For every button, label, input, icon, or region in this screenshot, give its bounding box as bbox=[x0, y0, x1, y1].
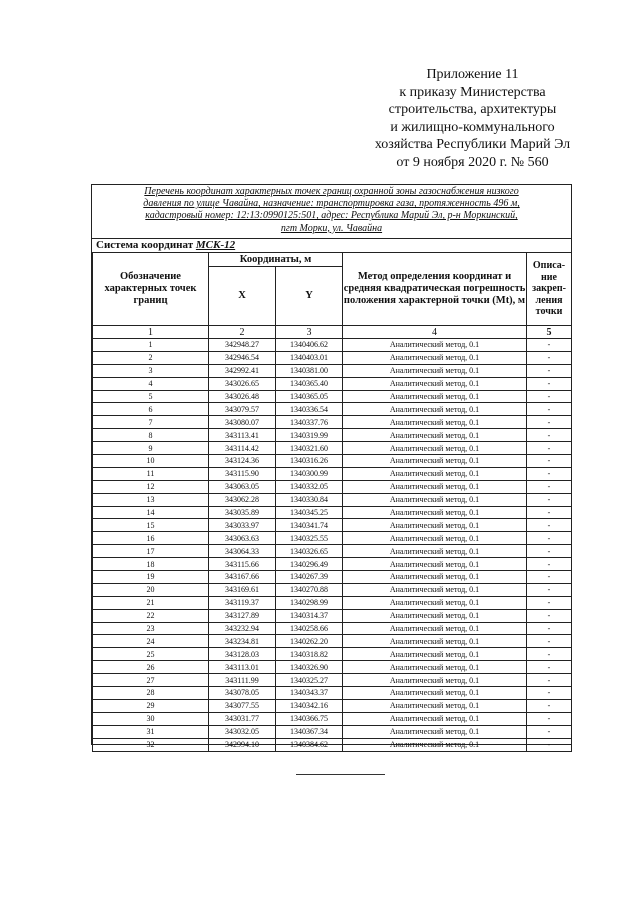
table-row bbox=[93, 648, 572, 661]
point-number: 25 bbox=[93, 648, 209, 661]
description-cell: - bbox=[527, 493, 572, 506]
table-row bbox=[93, 493, 572, 506]
table-row bbox=[93, 364, 572, 377]
coordinates-table bbox=[92, 252, 572, 752]
table-row bbox=[93, 519, 572, 532]
appendix-line: строительства, архитектуры bbox=[388, 102, 557, 117]
description-cell: - bbox=[527, 519, 572, 532]
appendix-line: к приказу Министерства bbox=[399, 84, 546, 100]
description-cell: - bbox=[527, 377, 572, 390]
method-cell: Аналитический метод, 0.1 bbox=[343, 467, 527, 480]
appendix-line: от 9 ноября 2020 г. № 560 bbox=[396, 154, 549, 170]
point-number: 3 bbox=[93, 364, 209, 377]
method-cell: Аналитический метод, 0.1 bbox=[343, 532, 527, 545]
column-number: 5 bbox=[527, 326, 572, 339]
description-cell: - bbox=[527, 725, 572, 738]
description-cell: - bbox=[527, 403, 572, 416]
coord-y: 1340262.20 bbox=[276, 635, 343, 648]
point-number: 16 bbox=[93, 532, 209, 545]
method-cell: Аналитический метод, 0.1 bbox=[343, 519, 527, 532]
caption-line: Перечень координат характерных точек границ охранной зоны газоснабжения низкого bbox=[144, 186, 519, 197]
header-method: Метод определения координат и средняя квадратическая погрешность положения характерной точки (Mt), м bbox=[343, 253, 527, 326]
description-cell: - bbox=[527, 532, 572, 545]
appendix-line: Приложение 11 bbox=[426, 67, 519, 82]
header-y: Y bbox=[276, 267, 343, 326]
caption-line: пгт Морки, ул. Чавайна bbox=[280, 222, 383, 234]
table-row bbox=[93, 442, 572, 455]
coord-x: 343079.57 bbox=[209, 403, 276, 416]
coord-x: 343111.99 bbox=[209, 674, 276, 687]
point-number: 13 bbox=[93, 493, 209, 506]
description-cell: - bbox=[527, 545, 572, 558]
table-row bbox=[93, 429, 572, 442]
table-row bbox=[93, 738, 572, 751]
coord-y: 1340300.99 bbox=[276, 467, 343, 480]
coordinates-frame bbox=[91, 184, 572, 750]
description-cell: - bbox=[527, 442, 572, 455]
coord-x: 343115.90 bbox=[209, 467, 276, 480]
header-designation: Обозначение характерных точек границ bbox=[93, 253, 209, 326]
table-row bbox=[93, 480, 572, 493]
method-cell: Аналитический метод, 0.1 bbox=[343, 725, 527, 738]
coord-y: 1340330.84 bbox=[276, 493, 343, 506]
method-cell: Аналитический метод, 0.1 bbox=[343, 545, 527, 558]
table-row bbox=[93, 416, 572, 429]
coord-x: 343031.77 bbox=[209, 712, 276, 725]
coord-x: 343026.48 bbox=[209, 390, 276, 403]
coord-x: 342992.41 bbox=[209, 364, 276, 377]
point-number: 8 bbox=[93, 429, 209, 442]
description-cell: - bbox=[527, 687, 572, 700]
coord-y: 1340314.37 bbox=[276, 609, 343, 622]
point-number: 2 bbox=[93, 351, 209, 364]
point-number: 9 bbox=[93, 442, 209, 455]
coord-y: 1340365.40 bbox=[276, 377, 343, 390]
method-cell: Аналитический метод, 0.1 bbox=[343, 635, 527, 648]
description-cell: - bbox=[527, 571, 572, 584]
table-row bbox=[93, 687, 572, 700]
footer-divider bbox=[296, 774, 385, 775]
column-number: 2 bbox=[209, 326, 276, 339]
coord-x: 343119.37 bbox=[209, 596, 276, 609]
table-row bbox=[93, 455, 572, 468]
point-number: 28 bbox=[93, 687, 209, 700]
coord-x: 343026.65 bbox=[209, 377, 276, 390]
description-cell: - bbox=[527, 558, 572, 571]
method-cell: Аналитический метод, 0.1 bbox=[343, 480, 527, 493]
table-row bbox=[93, 712, 572, 725]
method-cell: Аналитический метод, 0.1 bbox=[343, 558, 527, 571]
coord-y: 1340318.82 bbox=[276, 648, 343, 661]
description-cell: - bbox=[527, 429, 572, 442]
coord-y: 1340267.39 bbox=[276, 571, 343, 584]
appendix-line: и жилищно-коммунального bbox=[390, 119, 555, 135]
description-cell: - bbox=[527, 648, 572, 661]
table-row bbox=[93, 596, 572, 609]
coord-y: 1340326.65 bbox=[276, 545, 343, 558]
coord-y: 1340270.88 bbox=[276, 583, 343, 596]
table-row bbox=[93, 661, 572, 674]
description-cell: - bbox=[527, 339, 572, 352]
description-cell: - bbox=[527, 738, 572, 751]
method-cell: Аналитический метод, 0.1 bbox=[343, 416, 527, 429]
table-row bbox=[93, 351, 572, 364]
coord-x: 343032.05 bbox=[209, 725, 276, 738]
column-number: 1 bbox=[93, 326, 209, 339]
point-number: 7 bbox=[93, 416, 209, 429]
description-cell: - bbox=[527, 609, 572, 622]
method-cell: Аналитический метод, 0.1 bbox=[343, 674, 527, 687]
coord-y: 1340336.54 bbox=[276, 403, 343, 416]
coord-y: 1340384.62 bbox=[276, 738, 343, 751]
table-row bbox=[93, 609, 572, 622]
coord-y: 1340403.01 bbox=[276, 351, 343, 364]
column-number: 3 bbox=[276, 326, 343, 339]
description-cell: - bbox=[527, 596, 572, 609]
appendix-header bbox=[360, 66, 585, 171]
coord-y: 1340258.66 bbox=[276, 622, 343, 635]
coord-x: 343124.36 bbox=[209, 455, 276, 468]
coord-x: 343064.33 bbox=[209, 545, 276, 558]
point-number: 17 bbox=[93, 545, 209, 558]
coord-x: 343080.07 bbox=[209, 416, 276, 429]
description-cell: - bbox=[527, 583, 572, 596]
table-row bbox=[93, 571, 572, 584]
description-cell: - bbox=[527, 712, 572, 725]
coord-y: 1340325.27 bbox=[276, 674, 343, 687]
method-cell: Аналитический метод, 0.1 bbox=[343, 622, 527, 635]
table-row bbox=[93, 377, 572, 390]
coord-y: 1340326.90 bbox=[276, 661, 343, 674]
description-cell: - bbox=[527, 622, 572, 635]
table-row bbox=[93, 403, 572, 416]
description-cell: - bbox=[527, 674, 572, 687]
method-cell: Аналитический метод, 0.1 bbox=[343, 455, 527, 468]
method-cell: Аналитический метод, 0.1 bbox=[343, 403, 527, 416]
table-row bbox=[93, 674, 572, 687]
description-cell: - bbox=[527, 506, 572, 519]
point-number: 6 bbox=[93, 403, 209, 416]
point-number: 4 bbox=[93, 377, 209, 390]
appendix-line: хозяйства Республики Марий Эл bbox=[374, 137, 571, 152]
point-number: 32 bbox=[93, 738, 209, 751]
method-cell: Аналитический метод, 0.1 bbox=[343, 648, 527, 661]
coord-y: 1340298.99 bbox=[276, 596, 343, 609]
table-row bbox=[93, 545, 572, 558]
table-row bbox=[93, 699, 572, 712]
coordinate-system-name: МСК-12 bbox=[195, 239, 236, 251]
coord-x: 342948.27 bbox=[209, 339, 276, 352]
point-number: 14 bbox=[93, 506, 209, 519]
coord-x: 343077.55 bbox=[209, 699, 276, 712]
table-caption bbox=[92, 186, 571, 235]
method-cell: Аналитический метод, 0.1 bbox=[343, 493, 527, 506]
point-number: 20 bbox=[93, 583, 209, 596]
method-cell: Аналитический метод, 0.1 bbox=[343, 442, 527, 455]
coord-y: 1340406.62 bbox=[276, 339, 343, 352]
coord-y: 1340342.16 bbox=[276, 699, 343, 712]
table-row bbox=[93, 622, 572, 635]
method-cell: Аналитический метод, 0.1 bbox=[343, 429, 527, 442]
coord-y: 1340341.74 bbox=[276, 519, 343, 532]
coord-x: 343113.01 bbox=[209, 661, 276, 674]
coord-y: 1340366.75 bbox=[276, 712, 343, 725]
table-row bbox=[93, 339, 572, 352]
method-cell: Аналитический метод, 0.1 bbox=[343, 609, 527, 622]
coord-x: 343035.89 bbox=[209, 506, 276, 519]
coordinate-system-row bbox=[92, 238, 571, 253]
point-number: 30 bbox=[93, 712, 209, 725]
column-number-row bbox=[93, 326, 572, 339]
coord-y: 1340325.55 bbox=[276, 532, 343, 545]
table-row bbox=[93, 725, 572, 738]
description-cell: - bbox=[527, 455, 572, 468]
point-number: 10 bbox=[93, 455, 209, 468]
column-number: 4 bbox=[343, 326, 527, 339]
coord-y: 1340332.05 bbox=[276, 480, 343, 493]
coordinate-system-label: Система координат bbox=[96, 239, 194, 251]
coord-y: 1340365.05 bbox=[276, 390, 343, 403]
point-number: 22 bbox=[93, 609, 209, 622]
coord-y: 1340316.26 bbox=[276, 455, 343, 468]
caption-line: кадастровый номер: 12:13:0990125:501, адрес: Республика Марий Эл, р-н Моркинский, bbox=[145, 210, 518, 222]
coord-x: 343033.97 bbox=[209, 519, 276, 532]
description-cell: - bbox=[527, 635, 572, 648]
coord-x: 343078.05 bbox=[209, 687, 276, 700]
method-cell: Аналитический метод, 0.1 bbox=[343, 738, 527, 751]
method-cell: Аналитический метод, 0.1 bbox=[343, 390, 527, 403]
point-number: 21 bbox=[93, 596, 209, 609]
point-number: 18 bbox=[93, 558, 209, 571]
point-number: 19 bbox=[93, 571, 209, 584]
coord-x: 343167.66 bbox=[209, 571, 276, 584]
table-row bbox=[93, 532, 572, 545]
coord-x: 343234.81 bbox=[209, 635, 276, 648]
coord-y: 1340319.99 bbox=[276, 429, 343, 442]
point-number: 24 bbox=[93, 635, 209, 648]
method-cell: Аналитический метод, 0.1 bbox=[343, 506, 527, 519]
description-cell: - bbox=[527, 351, 572, 364]
coord-x: 342946.54 bbox=[209, 351, 276, 364]
coord-x: 343063.05 bbox=[209, 480, 276, 493]
point-number: 23 bbox=[93, 622, 209, 635]
table-row bbox=[93, 558, 572, 571]
description-cell: - bbox=[527, 416, 572, 429]
coord-x: 343062.28 bbox=[209, 493, 276, 506]
coord-y: 1340345.25 bbox=[276, 506, 343, 519]
coord-x: 343115.66 bbox=[209, 558, 276, 571]
method-cell: Аналитический метод, 0.1 bbox=[343, 699, 527, 712]
table-row bbox=[93, 635, 572, 648]
point-number: 1 bbox=[93, 339, 209, 352]
header-coords: Координаты, м bbox=[209, 253, 343, 267]
point-number: 12 bbox=[93, 480, 209, 493]
header-x: X bbox=[209, 267, 276, 326]
method-cell: Аналитический метод, 0.1 bbox=[343, 687, 527, 700]
method-cell: Аналитический метод, 0.1 bbox=[343, 351, 527, 364]
coord-x: 343169.61 bbox=[209, 583, 276, 596]
point-number: 31 bbox=[93, 725, 209, 738]
table-row bbox=[93, 583, 572, 596]
method-cell: Аналитический метод, 0.1 bbox=[343, 339, 527, 352]
description-cell: - bbox=[527, 661, 572, 674]
method-cell: Аналитический метод, 0.1 bbox=[343, 377, 527, 390]
coord-y: 1340337.76 bbox=[276, 416, 343, 429]
description-cell: - bbox=[527, 699, 572, 712]
caption-line: давления по улице Чавайна, назначение: транспортировка газа, протяженность 496 м, bbox=[143, 198, 520, 210]
table-row bbox=[93, 390, 572, 403]
method-cell: Аналитический метод, 0.1 bbox=[343, 583, 527, 596]
method-cell: Аналитический метод, 0.1 bbox=[343, 712, 527, 725]
method-cell: Аналитический метод, 0.1 bbox=[343, 661, 527, 674]
coord-x: 343114.42 bbox=[209, 442, 276, 455]
description-cell: - bbox=[527, 390, 572, 403]
point-number: 26 bbox=[93, 661, 209, 674]
coord-y: 1340296.49 bbox=[276, 558, 343, 571]
description-cell: - bbox=[527, 364, 572, 377]
description-cell: - bbox=[527, 480, 572, 493]
coord-y: 1340321.60 bbox=[276, 442, 343, 455]
header-description: Описа-ние закреп-ления точки bbox=[527, 253, 572, 326]
method-cell: Аналитический метод, 0.1 bbox=[343, 596, 527, 609]
coord-y: 1340343.37 bbox=[276, 687, 343, 700]
coord-x: 343232.94 bbox=[209, 622, 276, 635]
table-row bbox=[93, 467, 572, 480]
coord-x: 343113.41 bbox=[209, 429, 276, 442]
coord-x: 343128.03 bbox=[209, 648, 276, 661]
coord-y: 1340367.34 bbox=[276, 725, 343, 738]
point-number: 29 bbox=[93, 699, 209, 712]
point-number: 5 bbox=[93, 390, 209, 403]
coord-x: 343127.89 bbox=[209, 609, 276, 622]
point-number: 11 bbox=[93, 467, 209, 480]
point-number: 27 bbox=[93, 674, 209, 687]
coord-x: 342994.10 bbox=[209, 738, 276, 751]
table-row bbox=[93, 506, 572, 519]
coord-y: 1340381.00 bbox=[276, 364, 343, 377]
coord-x: 343063.63 bbox=[209, 532, 276, 545]
point-number: 15 bbox=[93, 519, 209, 532]
description-cell: - bbox=[527, 467, 572, 480]
method-cell: Аналитический метод, 0.1 bbox=[343, 364, 527, 377]
method-cell: Аналитический метод, 0.1 bbox=[343, 571, 527, 584]
